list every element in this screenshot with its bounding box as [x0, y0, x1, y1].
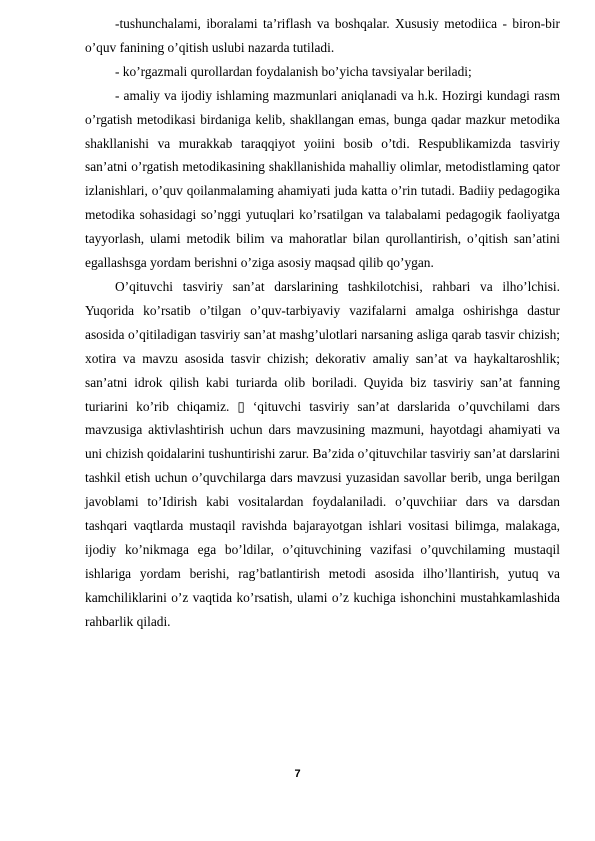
page-number: 7 [294, 768, 301, 780]
paragraph-2: - ko’rgazmali qurollardan foydalanish bo’yicha tavsiyalar beriladi; [115, 63, 472, 79]
paragraph-4: O’qituvchi tasviriy san’at darslarining tashkilotchisi, rahbari va ilho’lchisi. Yuqorida ko’rsatib o’tilgan o’quv-tarbiyaviy vazifalarni amalga oshirishga dastur asosida o’qitiladigan tasviriy san’at mashg’ulotlari narsaning asliga qarab tasvir chizish; xotira va mavzu asosida tasvir chizish; dekorativ amaliy san’at va haykaltaroshlik; san’atni idrok qilish kabi turiarda olib boriladi. Quyida biz tasviriy san’at fanning turiarini ko’rib chiqamiz. ▯ ‘qituvchi tasviriy san’at darslarida o’quvchilami dars mavzusiga aktivlashtirish uchun dars mavzusining mazmuni, hayotdagi ahamiyati va uni chizish qoidalarini tushuntirishi zarur. Ba’zida o’qituvchilar tasviriy san’at darslarini tashkil etish uchun o’quvchilarga dars mavzusi yuzasidan savollar berib, unga berilgan javoblami to’Idirish kabi vositalardan foydalaniladi. o’quvchiiar dars va darsdan tashqari vaqtlarda mustaqil ravishda bajarayotgan ishlari vositasi bilimga, malakaga, ijodiy ko’nikmaga ega bo’ldilar, o’qituvchining vazifasi o’quvchilaming mustaqil ishlariga yordam berishi, rag’batlantirish metodi asosida ilho’llantirish, yutuq va kamchiliklarini o’z vaqtida ko’rsatish, ulami o’z kuchiga ishonchini mustahkamlashida rahbarlik qiladi. [85, 278, 560, 629]
body-text [85, 12, 560, 634]
paragraph-3: - amaliy va ijodiy ishlaming mazmunlari aniqlanadi va h.k. Hozirgi kundagi rasm o’rgatish metodikasi birdaniga kelib, shakllangan emas, bunga qadar mazkur metodika shakllanishi va murakkab taraqqiyot yoiini bosib o’tdi. Respublikamizda tasviriy san’atni o’rgatish metodikasining shakllanishida mahalliy olimlar, metodistlaming qator izlanishlari, o’quv qoilanmalaming ahamiyati juda katta o’rin tutadi. Badiiy pedagogika metodika sohasidagi so’nggi yutuqlari ko’rsatilgan va talabalami pedagogik faoliyatga tayyorlash, ulami metodik bilim va mahoratlar bilan qurollantirish, o’qitish san’atini egallashsga yordam berishni o’ziga asosiy maqsad qilib qo’ygan. [85, 87, 560, 271]
paragraph-1: -tushunchalami, iboralami ta’riflash va boshqalar. Xususiy metodiica - biron-bir o’quv fanining o’qitish uslubi nazarda tutiladi. [85, 16, 560, 55]
